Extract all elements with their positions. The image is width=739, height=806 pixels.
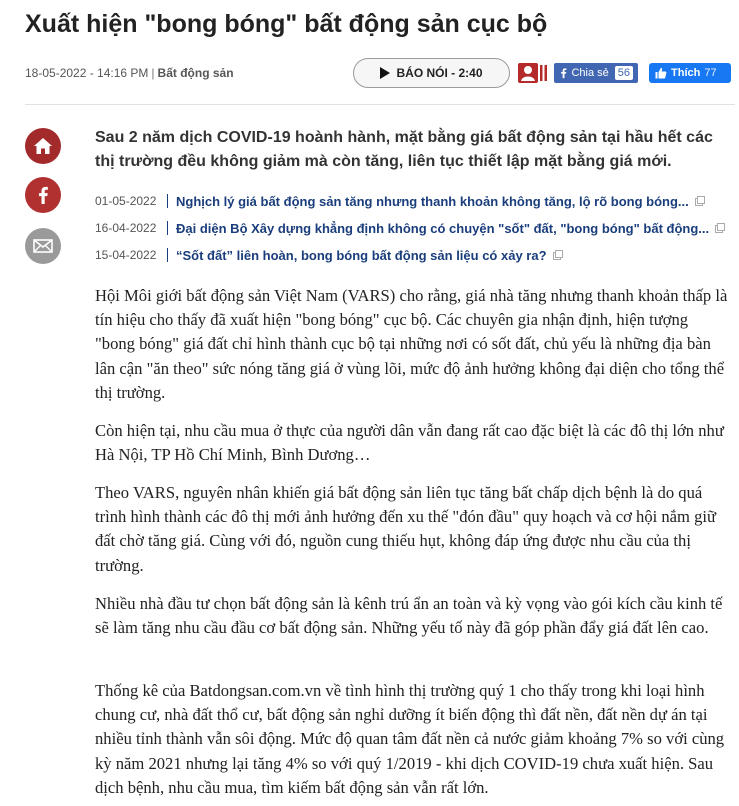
related-link[interactable]: Đại diện Bộ Xây dựng khẳng định không có chuyện "sốt" đất, "bong bóng" bất động... (176, 220, 710, 236)
share-count: 56 (615, 66, 633, 80)
related-item[interactable] (95, 190, 730, 212)
body-paragraph: Nhiều nhà đầu tư chọn bất động sản là kênh trú ẩn an toàn và kỳ vọng vào gói kích cầu kinh tế sẽ làm tăng nhu cầu đầu cơ bất động sản. Những yếu tố này đã góp phần đẩy giá đất lên cao. (95, 594, 723, 638)
related-divider (167, 248, 168, 262)
meta-separator: | (151, 66, 155, 80)
related-item[interactable] (95, 217, 730, 239)
related-date: 16-04-2022 (95, 221, 157, 235)
home-button[interactable] (25, 128, 61, 164)
like-label: Thích (671, 67, 701, 79)
mail-icon (33, 239, 53, 253)
related-link[interactable]: Nghịch lý giá bất động sản tăng nhưng thanh khoản không tăng, lộ rõ bong bóng... (176, 193, 689, 209)
play-icon (380, 67, 390, 79)
audio-play-button[interactable] (353, 58, 510, 88)
facebook-icon (559, 67, 567, 79)
audio-label: BÁO NÓI - 2:40 (396, 66, 483, 80)
share-label: Chia sẻ (571, 67, 609, 79)
related-link[interactable]: “Sốt đất” liên hoàn, bong bóng bất động sản liệu có xảy ra? (176, 247, 547, 263)
related-date: 01-05-2022 (95, 194, 157, 208)
related-item[interactable] (95, 244, 730, 266)
article-date-line (25, 66, 234, 80)
external-link-icon (715, 223, 725, 233)
home-icon (33, 137, 53, 155)
article-date: 18-05-2022 - 14:16 PM (25, 66, 149, 80)
body-paragraph: Thống kê của Batdongsan.com.vn về tình hình thị trường quý 1 cho thấy trong khi loại hình chung cư, nhà đất thổ cư, bất động sản nghỉ dưỡng ít biến động thì đất nền, đất nền dự án tại nhiều tỉnh thành vẫn sôi động. Mức độ quan tâm đất nền cả nước giảm khoảng 7% so với cùng kỳ năm 2021 nhưng lại tăng 4% so với quý 1/2019 - khi dịch COVID-19 chưa xuất hiện. Sau dịch bệnh, nhu cầu mua, tìm kiếm bất động sản vẫn rất lớn. (95, 681, 725, 797)
related-divider (167, 221, 168, 235)
article-sapo: Sau 2 năm dịch COVID-19 hoành hành, mặt bằng giá bất động sản tại hầu hết các thị trường đều không giảm mà còn tăng, liên tục thiết lập mặt bằng giá mới. (95, 129, 713, 170)
article-category[interactable]: Bất động sản (157, 66, 234, 80)
external-link-icon (553, 250, 563, 260)
header-divider (25, 104, 735, 105)
user-profile-icon[interactable] (518, 62, 548, 84)
thumbs-up-icon (655, 67, 667, 79)
facebook-share-button[interactable] (554, 63, 638, 83)
body-paragraph: Còn hiện tại, nhu cầu mua ở thực của người dân vẫn đang rất cao đặc biệt là các đô thị lớn như Hà Nội, TP Hồ Chí Minh, Bình Dương… (95, 421, 724, 465)
side-email-button[interactable] (25, 228, 61, 264)
like-count: 77 (704, 67, 717, 79)
facebook-icon (37, 186, 49, 204)
facebook-like-button[interactable] (649, 63, 731, 83)
side-facebook-button[interactable] (25, 177, 61, 213)
article-title: Xuất hiện "bong bóng" bất động sản cục bộ (25, 10, 548, 38)
body-paragraph: Theo VARS, nguyên nhân khiến giá bất động sản liên tục tăng bất chấp dịch bệnh là do quá trình hình thành các đô thị mới ảnh hưởng đến xu thế "đón đầu" quy hoạch và cơ hội nắm giữ đất chờ tăng giá. Cùng với đó, nguồn cung thiếu hụt, không đáp ứng được nhu cầu của thị trường. (95, 483, 717, 575)
article-meta (25, 58, 735, 88)
external-link-icon (695, 196, 705, 206)
body-paragraph: Hội Môi giới bất động sản Việt Nam (VARS) cho rằng, giá nhà tăng nhưng thanh khoản thấp là tín hiệu cho thấy đã xuất hiện "bong bóng" cục bộ. Các chuyên gia nhận định, hiện tượng "bong bóng" giá đất chỉ hình thành cục bộ tại những nơi có sốt đất, chủ yếu là những địa bàn lân cận "ăn theo" sức nóng tăng giá ở vùng lõi, mức độ ảnh hưởng không đại diện cho tổng thể thị trường. (95, 286, 728, 402)
related-divider (167, 194, 168, 208)
related-date: 15-04-2022 (95, 248, 157, 262)
